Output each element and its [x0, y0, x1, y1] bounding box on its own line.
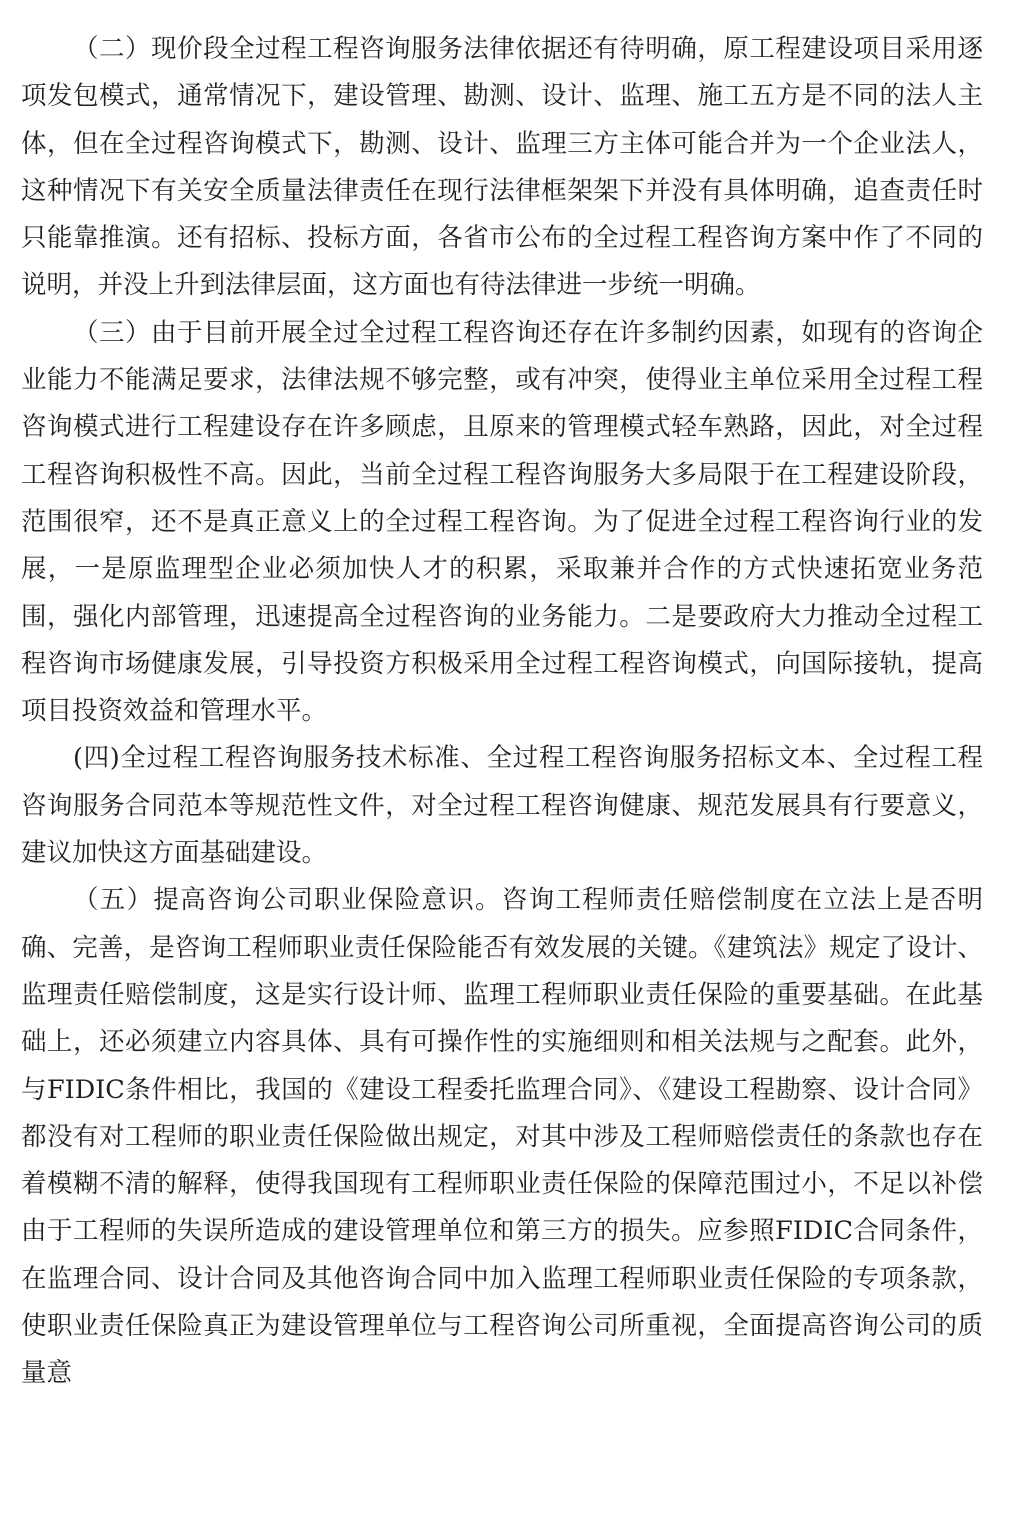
paragraph-4: (四)全过程工程咨询服务技术标准、全过程工程咨询服务招标文本、全过程工程咨询服务合同范本等规范性文件，对全过程工程咨询健康、规范发展具有行要意义，建议加快这方面基础建设。 — [21, 743, 983, 869]
document-page — [21, 26, 983, 1398]
paragraph-3: （三）由于目前开展全过全过程工程咨询还存在许多制约因素，如现有的咨询企业能力不能满足要求，法律法规不够完整，或有冲突，使得业主单位采用全过程工程咨询模式进行工程建设存在许多顾虑，且原来的管理模式轻车熟路，因此，对全过程工程咨询积极性不高。因此，当前全过程工程咨询服务大多局限于在工程建设阶段，范围很窄，还不是真正意义上的全过程工程咨询。为了促进全过程工程咨询行业的发展，一是原监理型企业必须加快人才的积累，采取兼并合作的方式快速拓宽业务范围，强化内部管理，迅速提高全过程咨询的业务能力。二是要政府大力推动全过程工程咨询市场健康发展，引导投资方积极采用全过程工程咨询模式，向国际接轨，提高项目投资效益和管理水平。 — [21, 317, 983, 727]
paragraph-2: （二）现价段全过程工程咨询服务法律依据还有待明确，原工程建设项目采用逐项发包模式，通常情况下，建设管理、勘测、设计、监理、施工五方是不同的法人主体，但在全过程咨询模式下，勘测、设计、监理三方主体可能合并为一个企业法人，这种情况下有关安全质量法律责任在现行法律框架架下并没有具体明确，追查责任时只能靠推演。还有招标、投标方面，各省市公布的全过程工程咨询方案中作了不同的说明，并没上升到法律层面，这方面也有待法律进一步统一明确。 — [21, 34, 983, 301]
paragraph-5: （五）提高咨询公司职业保险意识。咨询工程师责任赔偿制度在立法上是否明确、完善，是咨询工程师职业责任保险能否有效发展的关键。《建筑法》规定了设计、监理责任赔偿制度，这是实行设计师、监理工程师职业责任保险的重要基础。在此基础上，还必须建立内容具体、具有可操作性的实施细则和相关法规与之配套。此外，与FIDIC条件相比，我国的《建设工程委托监理合同》、《建设工程勘察、设计合同》都没有对工程师的职业责任保险做出规定，对其中涉及工程师赔偿责任的条款也存在着模糊不清的解释，使得我国现有工程师职业责任保险的保障范围过小，不足以补偿由于工程师的失误所造成的建设管理单位和第三方的损失。应参照FIDIC合同条件，在监理合同、设计合同及其他咨询合同中加入监理工程师职业责任保险的专项条款，使职业责任保险真正为建设管理单位与工程咨询公司所重视，全面提高咨询公司的质量意 — [21, 885, 983, 1389]
